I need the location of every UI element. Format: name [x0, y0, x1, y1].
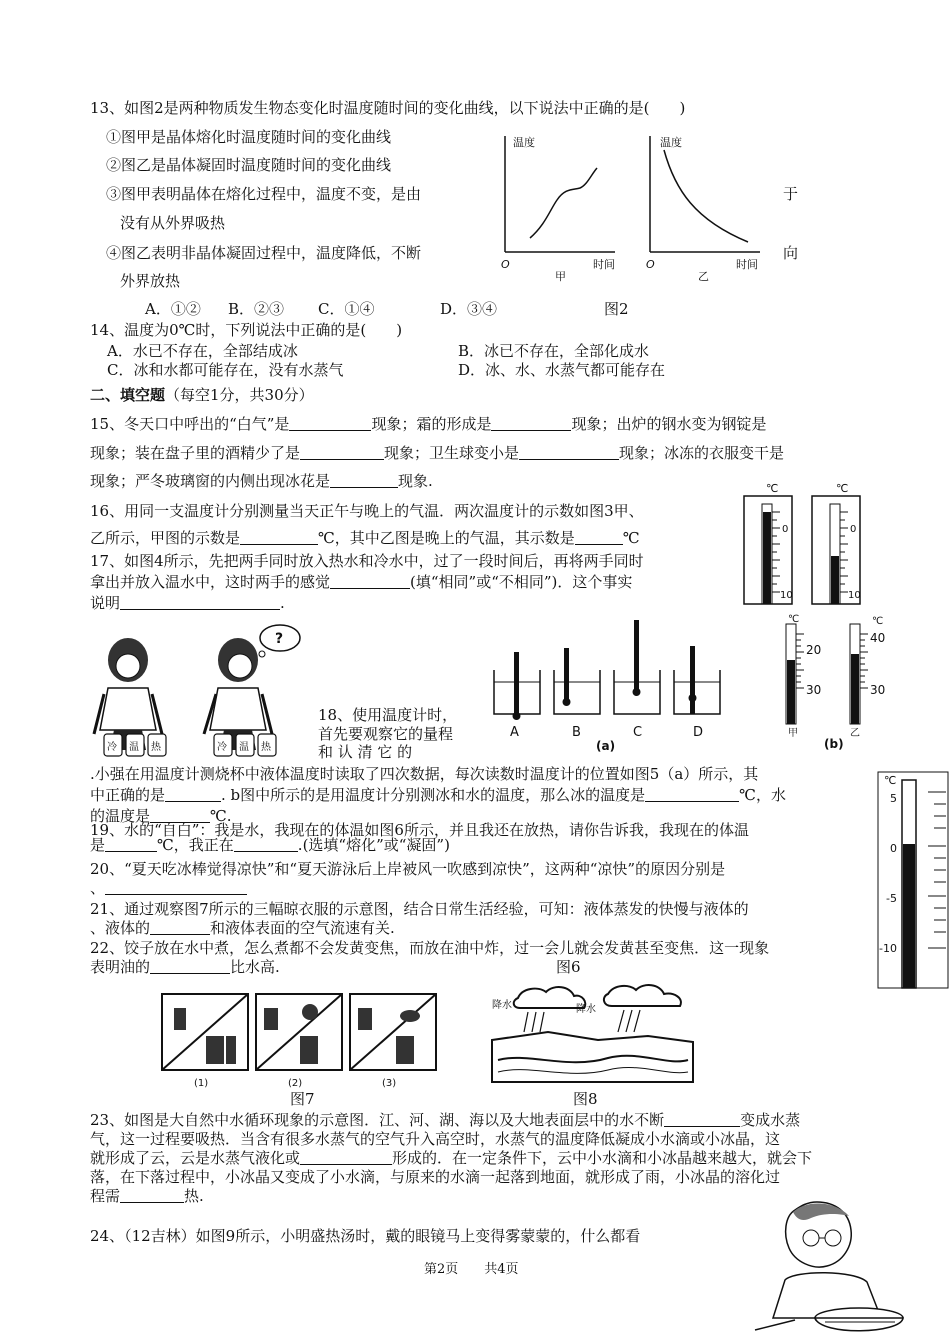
q20-blank-1[interactable]	[105, 878, 247, 895]
q18-line-b: 首先要观察它的量程	[318, 725, 454, 743]
figure-6-tick-0: 0	[890, 842, 897, 855]
graph-a-ylabel: 温度	[513, 136, 535, 149]
figure-4-illustration	[90, 622, 315, 762]
q21-line-2	[90, 917, 395, 939]
figure-2-graph-a	[495, 130, 625, 290]
figure-7-caption: 图7	[290, 1090, 315, 1108]
q23-line-2: 气，这一过程要吸热．当含有很多水蒸气的空气升入高空时，水蒸气的温度降低凝成小水滴或小冰晶，这	[90, 1130, 781, 1148]
q15-blank-4[interactable]	[519, 443, 619, 460]
figure-5a-label-c: C	[633, 725, 643, 740]
q18-text: ℃.	[210, 807, 232, 825]
graph-b-xlabel: 时间	[736, 258, 758, 271]
figure-3-tick-0-jia: 0	[782, 524, 789, 535]
figure-2-caption: 图2	[604, 300, 629, 318]
figure-7-laundry	[160, 992, 445, 1092]
q13-option-a: A．①②	[145, 300, 201, 318]
q23-line-4: 落，在下落过程中，小冰晶又变成了小水滴，与原来的水滴一起落到地面，就形成了雨，小冰晶的溶化过	[90, 1168, 781, 1186]
q13-option-c: C．①④	[318, 300, 375, 318]
q22-line-2	[90, 956, 280, 978]
figure-4-jar-left-cold: 冷	[107, 742, 117, 753]
figure-8-label-rain-1: 降水	[492, 1000, 512, 1011]
figure-3-unit-jia: ℃	[766, 482, 779, 495]
graph-a-name: 甲	[555, 270, 566, 283]
figure-5a-label-b: B	[572, 725, 581, 740]
figure-5a-label-d: D	[693, 725, 704, 740]
figure-6-caption: 图6	[556, 958, 581, 976]
figure-5b-thermometers	[778, 614, 898, 754]
q15-blank-1[interactable]	[289, 414, 371, 431]
figure-5b-tick-30b: 30	[870, 683, 886, 697]
figure-5b-caption: (b)	[824, 737, 844, 751]
figure-5b-tick-30a: 30	[806, 683, 822, 697]
figure-8-caption: 图8	[573, 1090, 598, 1108]
q17-blank-2[interactable]	[120, 593, 280, 610]
q15-line-3	[90, 470, 433, 492]
q16-line-2	[90, 527, 640, 549]
q22-text: 表明油的	[90, 958, 151, 976]
q24-line-1: 24、（12吉林）如图9所示，小明盛热汤时，戴的眼镜马上变得雾蒙蒙的，什么都看	[90, 1227, 641, 1245]
q17-line-1: 17、如图4所示，先把两手同时放入热水和冷水中，过了一段时间后，再将两手同时	[90, 552, 644, 570]
q15-blank-3[interactable]	[300, 443, 384, 460]
q19-blank-1[interactable]	[105, 835, 157, 852]
q13-margin-char-2: 向	[783, 244, 799, 262]
graph-b-ylabel: 温度	[660, 136, 682, 149]
q16-text: ℃	[622, 529, 640, 547]
q23-text: 程需	[90, 1187, 121, 1205]
q15-line-1	[90, 413, 766, 435]
figure-4-jar-right-hot: 热	[261, 742, 271, 753]
q15-line-2	[90, 442, 784, 464]
figure-5b-tick-20: 20	[806, 643, 822, 657]
figure-5a-caption: (a)	[596, 739, 616, 753]
q21-text: 和液体表面的空气流速有关.	[210, 919, 395, 937]
q15-text: 现象；出炉的钢水变为钢锭是	[571, 415, 767, 433]
q14-option-c: C．冰和水都可能存在，没有水蒸气	[107, 361, 344, 379]
q13-stem: 13、如图2是两种物质发生物态变化时温度随时间的变化曲线，以下说法中正确的是( )	[90, 99, 686, 117]
q17-line-3	[90, 592, 285, 614]
figure-4-jar-right-warm: 温	[239, 742, 249, 753]
q18-text: 中正确的是	[90, 786, 166, 804]
q20-text: 、	[90, 879, 106, 897]
q23-text: 变成水蒸	[740, 1111, 801, 1129]
q23-text: 形成的．在一定条件下，云中小水滴和小冰晶越来越大，就会下	[392, 1149, 813, 1167]
q21-text: 、液体的	[90, 919, 151, 937]
q15-text: 现象.	[398, 472, 433, 490]
q14-option-a: A．水已不存在，全部结成冰	[107, 342, 298, 360]
q15-text: 现象；装在盘子里的酒精少了是	[90, 444, 301, 462]
figure-2-graph-b	[640, 130, 770, 290]
q17-blank-1[interactable]	[330, 572, 410, 589]
q15-text: 现象；冰冻的衣服变干是	[619, 444, 785, 462]
q15-blank-5[interactable]	[330, 471, 398, 488]
q19-line-1: 19、水的“自白”：我是水，我现在的体温如图6所示，并且我还在放热，请你告诉我，我现在的体温	[90, 821, 749, 839]
q23-text: 就形成了云，云是水蒸气液化或	[90, 1149, 301, 1167]
figure-3-thermometer-yi	[812, 482, 861, 604]
figure-5a-beakers	[488, 612, 733, 752]
q19-line-2	[90, 834, 450, 856]
section-2-heading	[90, 384, 314, 406]
section-2-note: （每空1分，共30分）	[165, 386, 314, 404]
q19-text: .(选填“熔化”或“凝固”)	[297, 836, 450, 854]
q15-text: 15、冬天口中呼出的“白气”是	[90, 415, 290, 433]
q15-text: 现象；霜的形成是	[371, 415, 492, 433]
q13-item-2: ②图乙是晶体凝固时温度随时间的变化曲线	[106, 156, 392, 174]
q18-line-2	[90, 784, 786, 806]
q14-stem: 14、温度为0℃时，下列说法中正确的是( )	[90, 321, 403, 339]
figure-3-thermometers	[740, 482, 870, 607]
q14-option-d: D．冰、水、水蒸气都可能存在	[458, 361, 666, 379]
q22-blank-1[interactable]	[150, 957, 230, 974]
q13-item-1: ①图甲是晶体熔化时温度随时间的变化曲线	[106, 128, 392, 146]
figure-7-panel-3-label: (3)	[382, 1078, 397, 1089]
q23-blank-3[interactable]	[120, 1186, 184, 1203]
figure-9-illustration	[755, 1200, 947, 1342]
q17-text: (填“相同”或“不相同”)．这个事实	[410, 573, 633, 591]
figure-4-question-mark: ?	[275, 631, 284, 647]
q23-line-5	[90, 1185, 204, 1207]
q19-blank-2[interactable]	[234, 835, 298, 852]
figure-5a-label-a: A	[510, 725, 519, 740]
q15-text: 现象；卫生球变小是	[384, 444, 520, 462]
q15-text: 现象；严冬玻璃窗的内侧出现冰花是	[90, 472, 331, 490]
figure-5b-name-yi: 乙	[850, 728, 860, 739]
q21-blank-1[interactable]	[150, 918, 210, 935]
q14-option-b: B．冰已不存在，全部化成水	[458, 342, 650, 360]
section-2-title: 二、填空题	[90, 386, 166, 404]
q17-text: 说明	[90, 594, 121, 612]
q23-text: 23、如图是大自然中水循环现象的示意图．江、河、湖、海以及大地表面层中的水不断	[90, 1111, 665, 1129]
q13-item-4b: 外界放热	[120, 272, 181, 290]
q13-option-b: B．②③	[228, 300, 285, 318]
q13-item-3b: 没有从外界吸热	[120, 214, 226, 232]
q16-blank-1[interactable]	[240, 528, 318, 545]
q23-text: 热.	[184, 1187, 204, 1205]
figure-5b-name-jia: 甲	[788, 728, 798, 739]
q17-text: .	[280, 594, 285, 612]
figure-3-tick-10-yi: 10	[848, 590, 861, 601]
q18-text: . b图中所示的是用温度计分别测冰和水的温度，那么冰的温度是	[221, 786, 646, 804]
q18-line-a: 18、使用温度计时，	[318, 706, 458, 724]
figure-6-tick-minus-5: -5	[886, 892, 897, 905]
q23-blank-2[interactable]	[300, 1148, 392, 1165]
q13-option-d: D．③④	[440, 300, 498, 318]
q18-line-1: .小强在用温度计测烧杯中液体温度时读取了四次数据，每次读数时温度计的位置如图5（a）所示，其	[90, 765, 759, 783]
graph-b-origin: O	[646, 258, 655, 271]
q18-text: 的温度是	[90, 807, 151, 825]
q22-line-1: 22、饺子放在水中煮，怎么煮都不会发黄变焦，而放在油中炸，过一会儿就会发黄甚至变焦．这一现象	[90, 939, 770, 957]
figure-5b-unit-yi: ℃	[872, 616, 884, 627]
figure-6-unit: ℃	[884, 774, 897, 787]
q13-item-3: ③图甲表明晶体在熔化过程中，温度不变，是由	[106, 185, 422, 203]
q18-blank-2[interactable]	[645, 785, 739, 802]
q19-text: 是	[90, 836, 106, 854]
q13-item-4: ④图乙表明非晶体凝固过程中，温度降低，不断	[106, 244, 422, 262]
graph-a-origin: O	[501, 258, 510, 271]
graph-b-name: 乙	[698, 270, 709, 283]
q20-line-1: 20、“夏天吃冰棒觉得凉快”和“夏天游泳后上岸被风一吹感到凉快”，这两种“凉快”的原因分别是	[90, 860, 726, 878]
q19-text: ℃，我正在	[157, 836, 234, 854]
q16-text: ℃，其中乙图是晚上的气温，其示数是	[318, 529, 575, 547]
figure-3-tick-0-yi: 0	[850, 524, 857, 535]
figure-3-unit-yi: ℃	[836, 482, 849, 495]
q16-line-1: 16、用同一支温度计分别测量当天正午与晚上的气温．两次温度计的示数如图3甲、	[90, 502, 644, 520]
q23-blank-1[interactable]	[664, 1110, 740, 1127]
figure-4-jar-left-hot: 热	[151, 742, 161, 753]
figure-8-water-cycle	[488, 980, 698, 1085]
figure-4-jar-left-warm: 温	[129, 742, 139, 753]
q18-line-c: 和 认 清 它 的	[318, 743, 413, 761]
q22-text: 比水高.	[230, 958, 280, 976]
q15-blank-2[interactable]	[491, 414, 571, 431]
figure-6-tick-5: 5	[890, 792, 897, 805]
figure-6-thermometer	[876, 770, 950, 990]
page-footer: 第2页 共4页	[424, 1262, 519, 1277]
figure-5b-tick-40: 40	[870, 631, 886, 645]
figure-4-jar-right-cold: 冷	[217, 742, 227, 753]
q16-blank-2[interactable]	[575, 528, 623, 545]
q17-text: 拿出并放入温水中，这时两手的感觉	[90, 573, 331, 591]
q18-text: ℃，水	[739, 786, 786, 804]
q20-line-2	[90, 877, 247, 899]
graph-a-xlabel: 时间	[593, 258, 615, 271]
figure-3-thermometer-jia	[744, 482, 793, 604]
figure-3-tick-10-jia: 10	[780, 590, 793, 601]
q17-line-2	[90, 571, 632, 593]
figure-7-panel-1-label: (1)	[194, 1078, 209, 1089]
figure-5b-unit-jia: ℃	[788, 614, 800, 625]
figure-7-panel-2-label: (2)	[288, 1078, 303, 1089]
q18-blank-1[interactable]	[165, 785, 221, 802]
figure-6-tick-minus-10: -10	[879, 942, 897, 955]
q21-line-1: 21、通过观察图7所示的三幅晾衣服的示意图，结合日常生活经验，可知：液体蒸发的快慢与液体的	[90, 900, 749, 918]
figure-8-label-rain-2: 降水	[576, 1004, 596, 1015]
q13-margin-char-1: 于	[783, 185, 799, 203]
q16-text: 乙所示，甲图的示数是	[90, 529, 241, 547]
